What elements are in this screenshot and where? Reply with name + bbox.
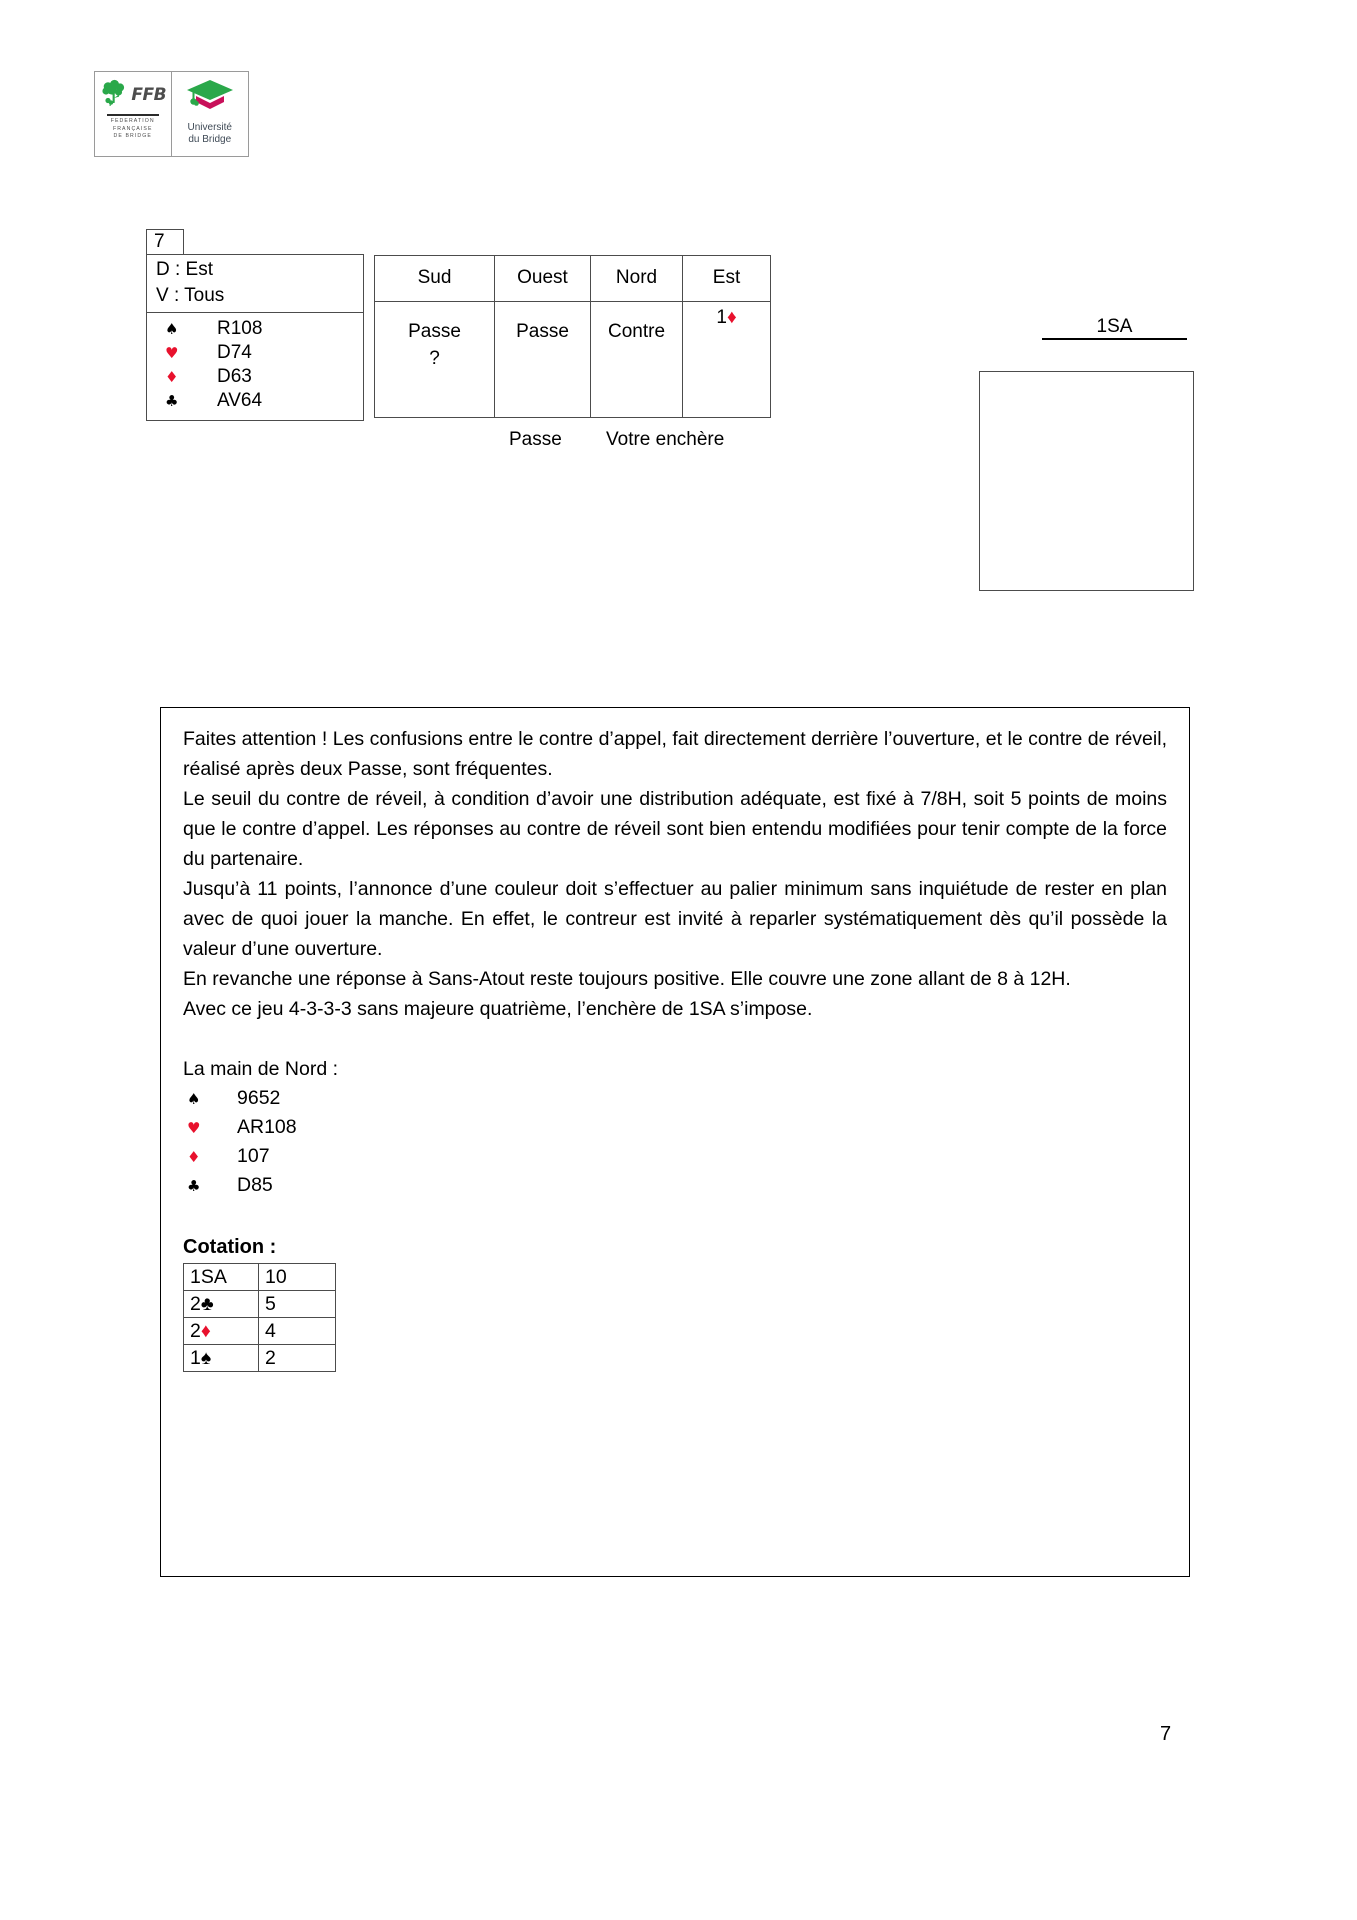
cotation-bid-level: 1 xyxy=(190,1265,201,1288)
commentary-paragraph-2: Le seuil du contre de réveil, à condition d’avoir une distribution adéquate, est fixé à 7/8H, soit 5 points de moins que le contre d’appel. Les réponses au contre de réveil sont bien entendu modifiées pour tenir compte de la force du partenaire. xyxy=(183,788,1167,870)
cotation-score-3: 4 xyxy=(259,1318,336,1345)
vulnerability-line: V : Tous xyxy=(156,285,225,306)
bidding-table xyxy=(374,255,771,418)
club-icon: ♣ xyxy=(200,1292,214,1315)
sud-bid-1: Passe xyxy=(408,321,461,342)
hand-cards-spades: R108 xyxy=(217,318,263,339)
ffb-line-2: FRANÇAISE xyxy=(112,125,153,132)
universite-du-bridge-logo xyxy=(172,72,249,156)
tree-icon xyxy=(99,78,129,113)
nord-cards-clubs: D85 xyxy=(237,1174,273,1196)
bidding-header-row xyxy=(375,256,771,302)
bidding-cell-est xyxy=(683,302,771,418)
cotation-row xyxy=(184,1291,336,1318)
notrump-label: SA xyxy=(200,1265,227,1288)
nord-cards-hearts: AR108 xyxy=(237,1116,297,1138)
cotation-title: Cotation : xyxy=(183,1236,277,1258)
cotation-bid-level: 2 xyxy=(190,1319,201,1342)
graduation-cap-icon xyxy=(184,78,236,119)
cotation-table xyxy=(183,1263,336,1372)
ouest-bid-1: Passe xyxy=(516,321,569,342)
hand-cards-diamonds: D63 xyxy=(217,366,252,387)
page-number: 7 xyxy=(1160,1723,1172,1745)
commentary-box xyxy=(160,707,1190,1577)
ffb-line-1: FEDERATION xyxy=(110,118,155,124)
nord-bid-1: Contre xyxy=(607,321,666,342)
cotation-row xyxy=(184,1264,336,1291)
bidding-cell-sud xyxy=(375,302,495,418)
hand-row-hearts xyxy=(147,341,363,365)
cotation-score-1: 10 xyxy=(259,1264,336,1291)
commentary-paragraph-1: Faites attention ! Les confusions entre le contre d’appel, fait directement derrière l’ouverture, et le contre de réveil, réalisé après deux Passe, sont fréquentes. xyxy=(183,728,1167,780)
bidding-cell-nord xyxy=(591,302,683,418)
cotation-bid-level: 1 xyxy=(190,1346,201,1369)
answer-notes-box[interactable] xyxy=(979,371,1194,591)
answer-value[interactable]: 1SA xyxy=(1042,316,1187,340)
club-icon: ♣ xyxy=(187,1177,201,1195)
diamond-icon: ♦ xyxy=(726,307,737,328)
cotation-bid-1 xyxy=(184,1264,259,1291)
nord-cards-diamonds: 107 xyxy=(237,1145,270,1167)
cotation-row xyxy=(184,1318,336,1345)
nord-hand-row-hearts xyxy=(183,1113,1167,1142)
spade-icon: ♠ xyxy=(187,1090,201,1108)
heart-icon: ♥ xyxy=(187,1119,201,1137)
deal-meta xyxy=(147,255,363,313)
cotation-bid-3 xyxy=(184,1318,259,1345)
bidding-header-sud: Sud xyxy=(375,256,495,302)
votre-enchere-label: Votre enchère xyxy=(606,429,725,450)
nord-hand xyxy=(183,1084,1167,1200)
ffb-divider-rule xyxy=(107,114,159,116)
spade-icon: ♠ xyxy=(165,320,179,338)
cotation-score-2: 5 xyxy=(259,1291,336,1318)
deal-hand-box xyxy=(146,254,364,421)
bidding-cell-ouest xyxy=(495,302,591,418)
bidding-header-est: Est xyxy=(683,256,771,302)
cotation-score-4: 2 xyxy=(259,1345,336,1372)
sud-bid-question: ? xyxy=(429,348,440,369)
nord-hand-row-clubs xyxy=(183,1171,1167,1200)
hand-cards-hearts: D74 xyxy=(217,342,252,363)
cotation-row xyxy=(184,1345,336,1372)
ffb-line-3: DE BRIDGE xyxy=(113,133,152,140)
cotation-bid-level: 2 xyxy=(190,1292,201,1315)
south-hand xyxy=(147,313,363,413)
hand-cards-clubs: AV64 xyxy=(217,390,263,411)
commentary-paragraph-5: Avec ce jeu 4-3-3-3 sans majeure quatrième, l’enchère de 1SA s’impose. xyxy=(183,998,813,1020)
ffb-abbrev: FFB xyxy=(131,84,167,105)
cotation-bid-2 xyxy=(184,1291,259,1318)
commentary-paragraph-3: Jusqu’à 11 points, l’annonce d’une couleur doit s’effectuer au palier minimum sans inquiétude de rester en plan avec de quoi jouer la manche. En effet, le contreur est invité à reparler systématiquement dès qu’il possède la valeur d’une ouverture. xyxy=(183,878,1167,960)
diamond-icon: ♦ xyxy=(165,368,179,386)
deal-number: 7 xyxy=(146,229,184,255)
spade-icon: ♠ xyxy=(200,1346,212,1369)
nord-hand-row-spades xyxy=(183,1084,1167,1113)
heart-icon: ♥ xyxy=(165,344,179,362)
est-bid-1 xyxy=(683,304,770,331)
universite-label-line-1: Université xyxy=(187,122,232,133)
ouest-bid-2: Passe xyxy=(509,429,562,450)
dealer-line: D : Est xyxy=(156,259,214,280)
cotation-bid-4 xyxy=(184,1345,259,1372)
nord-hand-title: La main de Nord : xyxy=(183,1058,339,1080)
hand-row-diamonds xyxy=(147,365,363,389)
nord-cards-spades: 9652 xyxy=(237,1087,281,1109)
bidding-header-ouest: Ouest xyxy=(495,256,591,302)
ffb-universite-logo xyxy=(94,71,249,157)
diamond-icon: ♦ xyxy=(200,1319,211,1342)
club-icon: ♣ xyxy=(165,392,179,410)
diamond-icon: ♦ xyxy=(187,1148,201,1166)
ffb-logo xyxy=(95,72,172,156)
bidding-row xyxy=(375,302,771,418)
hand-row-spades xyxy=(147,317,363,341)
commentary-paragraph-4: En revanche une réponse à Sans-Atout reste toujours positive. Elle couvre une zone allant de 8 à 12H. xyxy=(183,968,1071,990)
universite-label-line-2: du Bridge xyxy=(188,133,232,145)
est-bid-level: 1 xyxy=(716,307,727,328)
nord-hand-row-diamonds xyxy=(183,1142,1167,1171)
bidding-header-nord: Nord xyxy=(591,256,683,302)
hand-row-clubs xyxy=(147,389,363,413)
